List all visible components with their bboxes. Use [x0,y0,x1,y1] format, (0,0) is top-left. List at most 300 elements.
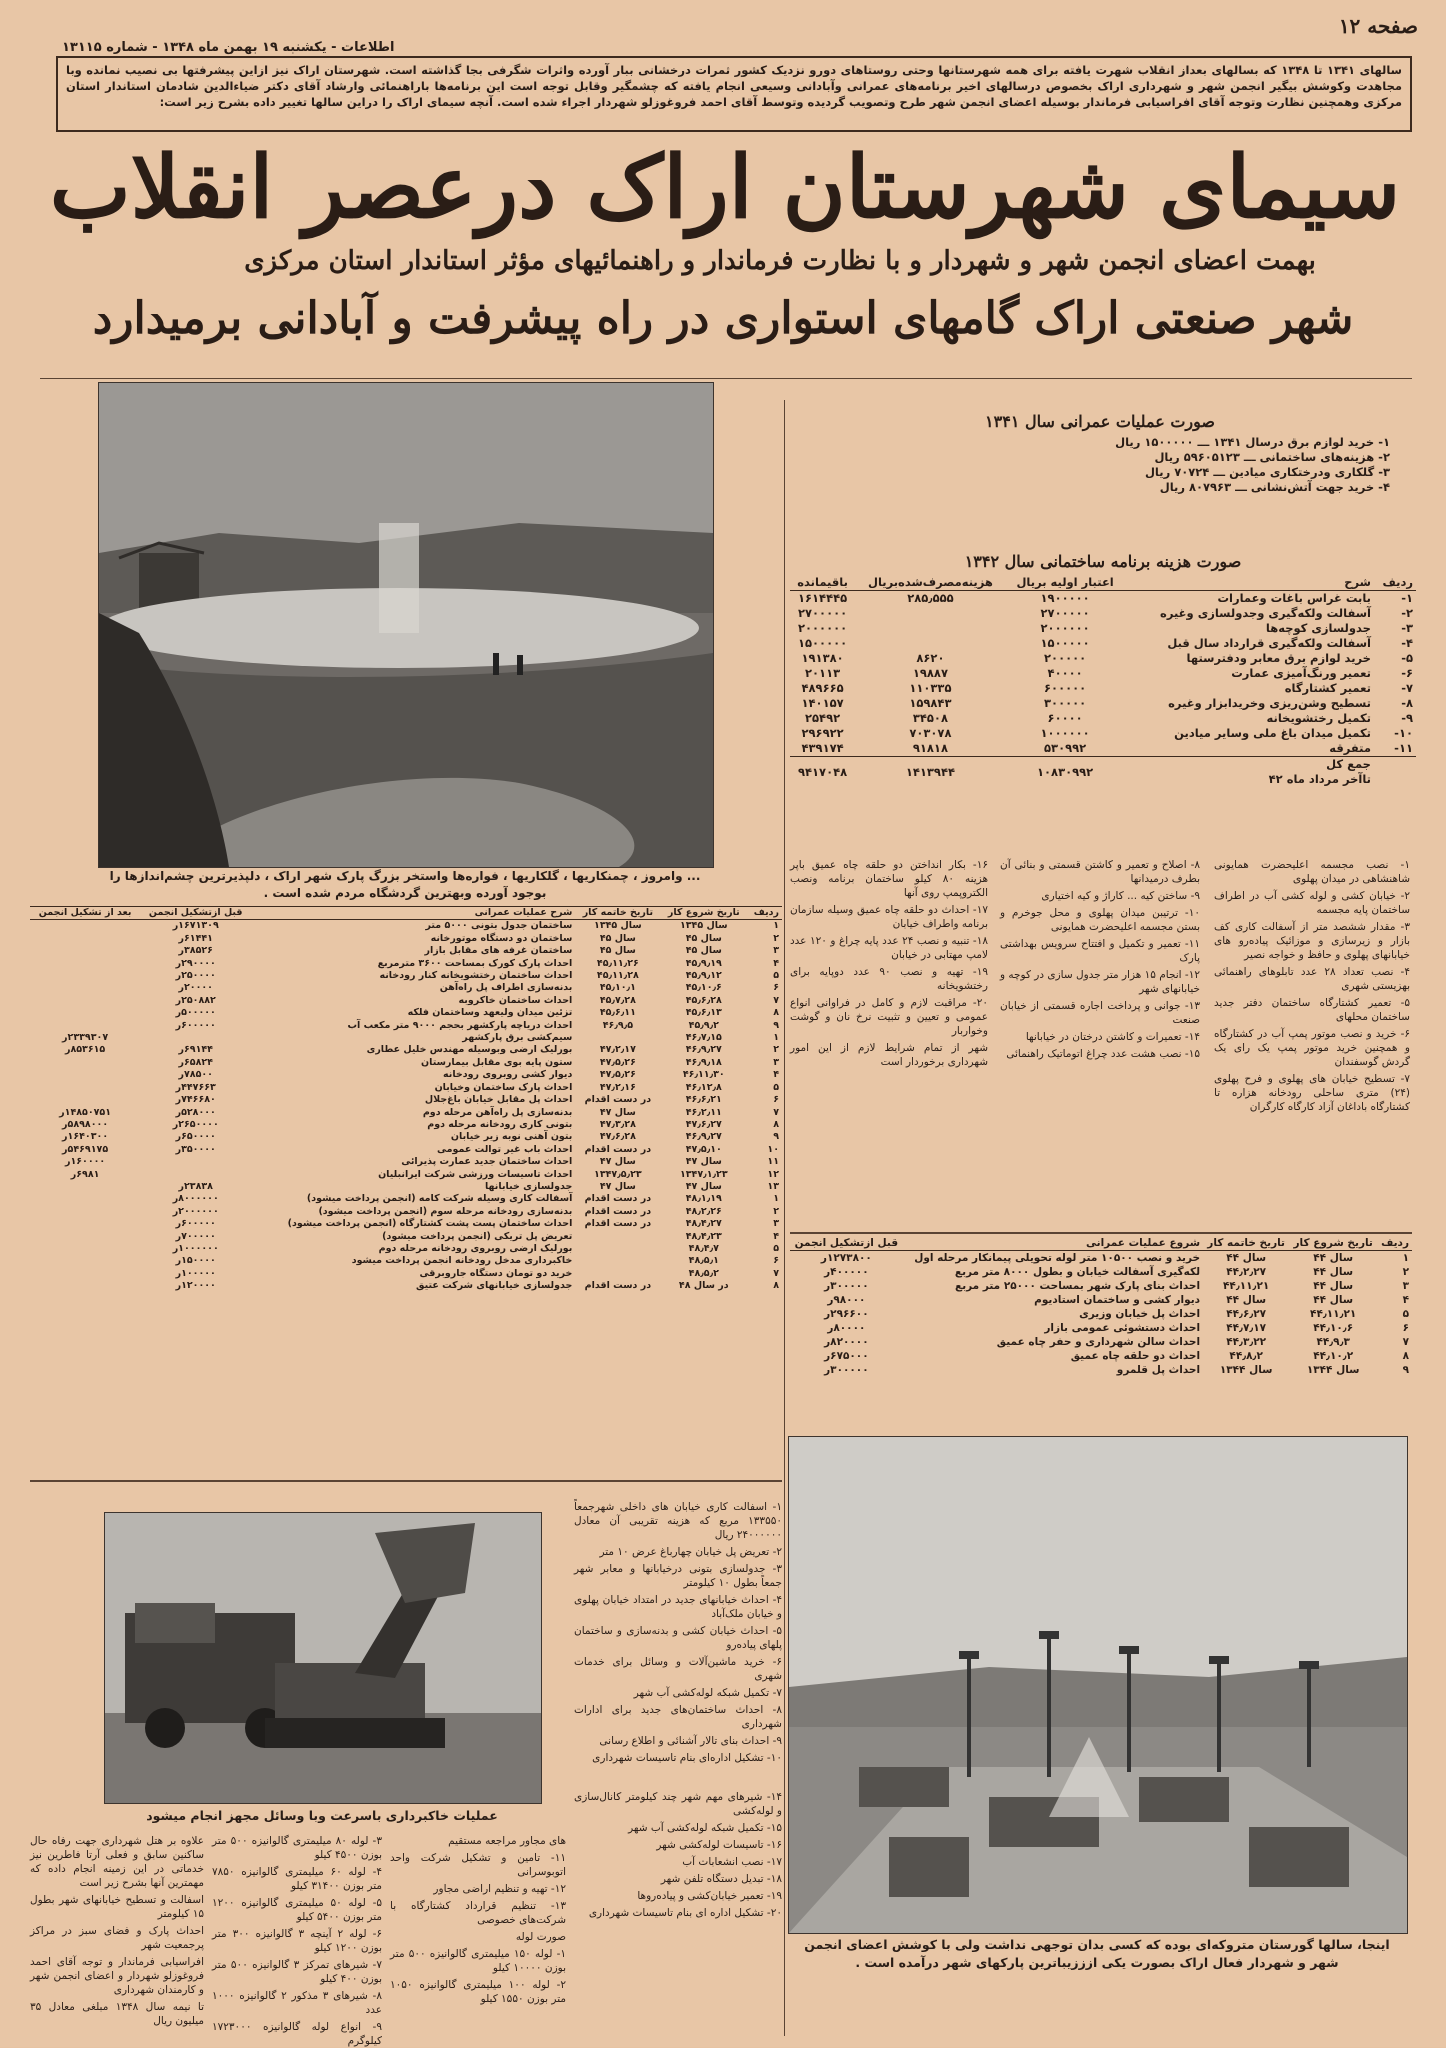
paragraph: ۱۱- تامین و تشکیل شرکت واحد اتوبوسرانی [390,1852,566,1878]
park-photo-image [99,383,713,867]
table-cell: تسطیح وشن‌ریزی وخریدابزار وغیره [1168,696,1371,710]
table-row [30,1206,782,1218]
table-cell: احداث پل خیابان وزیری [1079,1308,1201,1320]
table-cell: جدولسازی کوچه‌ها [1265,621,1371,635]
paragraph: ۱- اسفالت کاری خیابان های داخلی شهرجمعاً ۱۳۳۵۵۰ مربع که هزینه تقریبی آن معادل ۲۴۰۰۰۰۰۰ ریال [574,1501,782,1541]
col-header: شرح عملیات عمرانی [474,907,573,918]
table-row [30,1131,782,1143]
table-row [30,1020,782,1032]
table-cell: ۵۴۶۹۱۷۵ر [62,1143,109,1155]
paragraph: ۸- شیرهای ۳ مذکور ۲ گالوانیزه ۱۰۰۰ عدد [212,1990,382,2016]
table-cell: سال ۴۷ [599,1156,636,1168]
table-row [790,651,1416,666]
table-cell: ۶۰۰۰۰۰ر [175,1019,216,1031]
table-row [30,970,782,982]
table-cell [30,970,140,982]
col-header: تاریخ شروع کار [667,907,740,918]
table-cell: خرید دو تومان دستگاه جاروبرقی [419,1267,573,1279]
table-cell: ۷- [1401,681,1413,695]
intro-box [56,56,1412,132]
paragraph: ۱۸- تنبیه و نصب ۲۴ عدد پایه چراغ و ۱۲۰ عدد لامپ مهتابی در خیابان [790,935,988,961]
table-1342-grid [790,575,1416,787]
column-lower-mid-text [574,1500,782,1780]
table-row [30,1032,782,1044]
table-row [30,1107,782,1119]
table-cell: ۴۸٫۴٫۲۷ [685,1218,722,1230]
table-right-grid [790,1236,1412,1377]
table-cell: ۳۰۰۰۰۰ر [824,1280,869,1292]
table-cell: ۴۴٫۱۰٫۲ [1313,1350,1354,1362]
table-cell: ۲۹۰۰۰۰ر [175,957,216,969]
table-row [30,1193,782,1205]
table-cell: تکمیل میدان باغ ملی وسایر میادین [1174,726,1371,740]
table-row [30,1144,782,1156]
table-cell: ۴ [773,957,779,969]
table-cell: ۴۶٫۹٫۵ [602,1019,634,1031]
table-cell [140,1156,251,1168]
table-cell: ۱۹۰۰۰۰۰ [1040,591,1090,605]
col-header: تاریخ خاتمه کار [1207,1237,1286,1249]
table-row [30,1044,782,1056]
paragraph: ۶- خرید ماشین‌آلات و وسائل برای خدمات شهری [574,1656,782,1682]
table-cell: احداث پل قلمرو [1116,1364,1201,1376]
table-cell: ۴۷٫۵٫۲۶ [599,1069,636,1081]
subhead: بهمت اعضای انجمن شهر و شهردار و با نظارت فرماندار و راهنمائیهای مؤثر استاندار استان مرکزی [244,246,1316,276]
paragraph: ۱۶- بکار انداختن دو حلقه چاه عمیق باپر هزینه ۸۰ کیلو ساختمان برنامه ونصب الکتروپمپ روی آنها [790,859,989,899]
table-cell: ۲- [1401,606,1413,620]
col-header: تاریخ خاتمه کار [582,907,654,918]
col-header: هزینه‌مصرف‌شده‌بریال [867,575,993,589]
table-cell: ۸۰۰۰۰ر [827,1322,866,1334]
table-cell: ۱۲۷۳۸۰۰ر [820,1252,872,1264]
table-cell: سال ۴۷ [685,1156,722,1168]
table-row [30,1255,782,1267]
table-cell [30,982,140,994]
table-cell [30,945,140,957]
table-main [30,906,782,1293]
table-cell: ۳۴۵۰۸ [912,711,948,725]
col-header: شروع عملیات عمرانی [1086,1237,1201,1249]
table-cell: ۸۲۰۰۰۰ر [824,1336,869,1348]
table-cell: دیوار کشی و ساختمان استادیوم [1034,1294,1201,1306]
page-number: صفحه ۱۲ [1338,14,1418,38]
table-cell: ۳ [1402,1280,1409,1292]
paragraph: ۱۶- تاسیسات لوله‌کشی شهر [656,1839,782,1851]
table-cell: ۹ [773,1019,779,1031]
table-cell: ۲۰۰۰۰۰۰ر [172,1205,219,1217]
table-row [30,933,782,945]
fountain-photo-caption: اینجا، سالها گورستان متروکه‌ای بوده که کسی بدان توجهی نداشت ولی با کوشش اعضای انجمن شهر و شهردار فعال اراک بصورت یکی ازززیباترین پارکهای شهر درآمده است . [804,1937,1390,1970]
table-cell [30,1218,140,1230]
table-cell: ۱۱- [1394,741,1413,755]
column-mid2-text [790,858,988,1228]
table-right [790,1236,1412,1377]
table-row [30,1231,782,1243]
paragraph: ۲۰- تشکیل اداره ای بنام تاسیسات شهرداری [588,1907,782,1919]
paragraph: ۹- انواع لوله گالوانیزه ۱۷۲۳۰۰۰ کیلوگرم [212,2021,382,2047]
table-cell: ۴۷٫۳٫۲۸ [599,1118,636,1130]
table-cell [30,1181,140,1193]
table-cell: ۱۲۰۰۰۰ر [175,1280,216,1292]
paragraph: ۵- لوله ۵۰ میلیمتری گالوانیزه ۱۲۰۰ متر بوزن ۵۴۰۰ کیلو [212,1897,382,1923]
table-cell: ۴۵٫۹٫۱۹ [685,957,722,969]
table-row [30,945,782,957]
table-cell: ۴۴۷۶۶۳ر [175,1081,216,1093]
table-row [30,1169,782,1181]
table-cell: خرید لوازم برق معابر ودفترستها [1186,651,1371,665]
table-cell: ۱۵۹۸۴۳ [909,696,952,710]
table-row [30,1218,782,1230]
paragraph: ۷- شیرهای تمرکز ۳ گالوانیزه ۵۰۰ متر بوزن ۴۰۰ کیلو [212,1959,382,1985]
table-cell: ۴۶٫۶٫۲۱ [685,1094,722,1106]
table-cell: ۴۵٫۶٫۱۳ [685,1007,722,1019]
paragraph: ۸- احداث ساختمان‌های جدید برای ادارات شهرداری [574,1704,782,1730]
table-cell: ۱- [1401,591,1413,605]
table-row [30,995,782,1007]
column-bottom-d [574,1790,782,2040]
table-row [30,1280,782,1292]
table-cell: ۲۶۵۰۰۰۰ر [172,1118,219,1130]
table-cell: ۴۶٫۷٫۱۵ [685,1032,722,1044]
paragraph: ۲- تعریض پل خیابان چهارباغ عرض ۱۰ متر [599,1546,782,1558]
table-cell: ۴۵٫۱۱٫۲۸ [596,970,639,982]
table-cell: ۱۹۱۳۸۰ [801,651,844,665]
table-cell: ۲۹۶۹۲۲ [801,726,844,740]
table-cell: ۴۶٫۱۱٫۳۰ [682,1069,725,1081]
table-cell: ۱۶۷۱۳۰۹ر [172,920,219,932]
table-cell: ۲۵۰۰۰۰ر [175,970,216,982]
table-cell: تعمیر کشتارگاه [1284,681,1371,695]
table-cell: ۷۴۶۶۸۰ر [175,1094,216,1106]
table-cell: احداث پارک کورک بمساحت ۳۶۰۰ مترمربع [377,957,573,969]
table-cell [30,1280,140,1292]
table-cell: ۴۵٫۱۰٫۶ [685,982,722,994]
table-cell: ۴۵٫۶٫۲۸ [685,994,722,1006]
table-row [790,696,1416,711]
paragraph: ۱- نصب مجسمه اعلیحضرت همایونی شاهنشاهی در میدان پهلوی [1214,859,1410,885]
paragraph: ۱۴- شیرهای مهم شهر چند کیلومتر کانال‌سازی و لوله‌کشی [574,1791,782,1817]
table-cell: ۴ [773,1069,779,1081]
table-cell: سال ۴۵ [685,932,722,944]
table-cell: ۵۸۹۸۰۰۰ر [62,1118,109,1130]
table-row [30,1057,782,1069]
table-row [30,920,782,933]
paragraph: ۷- تکمیل شبکه لوله‌کشی آب شهر [633,1687,782,1699]
table-row [790,1321,1412,1335]
table-cell: ۲۰۰۰۰ر [178,982,213,994]
table-cell [30,1193,140,1205]
table-cell: ۹۸۰۰۰ر [827,1294,866,1306]
table-cell [30,1094,140,1106]
table-cell [30,1231,140,1243]
table-cell: ۷ [1402,1336,1409,1348]
table-cell: ۳- [1401,621,1413,635]
table-cell: ۲۰۰۰۰۰۰ [798,621,848,635]
table-row [30,1181,782,1193]
paragraph: ۳- لوله ۸۰ میلیمتری گالوانیزه ۵۰۰ متر بوزن ۴۵۰۰ کیلو [212,1835,382,1861]
table-cell: ۴۸٫۴٫۷ [688,1242,719,1254]
table-cell: احداث دریاچه پارکشهر بحجم ۹۰۰۰ متر مکعب آب [347,1019,573,1031]
table-cell: ۴۴٫۷٫۱۷ [1226,1322,1267,1334]
total-value: ۱۰۸۳۰۹۹۲ [1037,764,1094,779]
table-cell: ۴۷٫۲٫۱۶ [599,1081,636,1093]
table-row [790,1363,1412,1377]
table-cell [575,1032,660,1044]
table-cell: ۱۱ [767,1156,779,1168]
table-cell: ۴ [1402,1294,1409,1306]
table-cell: آسفالت ولکه‌گیری قرارداد سال قبل [1167,636,1371,650]
paragraph: شهر از تمام شرایط لازم از این امور شهرداری برخوردار است [790,1042,988,1068]
table-cell [30,1020,140,1032]
paragraph: ۶- لوله ۲ آینچه ۳ گالوانیزه ۳۰۰ متر بوزن ۱۲۰۰ کیلو [212,1928,382,1954]
table-cell: سال ۴۵ [599,932,636,944]
table-cell: تعریض پل تریکی (انجمن پرداخت میشود) [382,1230,573,1242]
table-cell: ۷۰۳۰۷۸ [909,726,952,740]
fountain-photo [788,1436,1408,1934]
table-cell: ۷ [773,994,779,1006]
table-row [790,591,1416,607]
fountain-photo-image [789,1437,1407,1933]
table-cell: ۹- [1401,711,1413,725]
table-row [790,1293,1412,1307]
table-cell: ۵ [1402,1308,1409,1320]
table-cell: ۱۴۸۵۰۷۵۱ر [59,1106,112,1118]
column-right-text [1214,858,1410,1228]
table-cell: سال ۴۴ [1226,1252,1267,1264]
table-cell: ۱۰۰۰۰۰۰ [1040,726,1090,740]
paragraph: ۸- اصلاح و تعمیر و کاشتن قسمتی و بنائی آن بطرف درمیدانها [1000,859,1200,885]
paragraph: ۲- لوله ۱۰۰ میلیمتری گالوانیزه ۱۰۵۰ متر بوزن ۱۵۵۰ کیلو [390,1979,567,2005]
table-row [790,681,1416,696]
table-row [790,606,1416,621]
table-row [790,1349,1412,1363]
table-cell: ۱ [1402,1252,1409,1264]
table-cell: ۴۴٫۱۰٫۶ [1313,1322,1354,1334]
paragraph: ۹- ساختن کیه ... کاراژ و کیه اختیاری [1041,890,1200,902]
table-cell: ۲۳۸۳۸ر [178,1180,213,1192]
table-cell: سال ۱۳۴۵ [594,920,642,932]
paragraph: ۱۰- ترتیبن میدان پهلوی و محل جوخرم و بستن مجسمه اعلیحضرت همایونی [1000,907,1200,933]
table-cell: ۶۵۸۲۴ر [178,1056,213,1068]
column-bottom-a [30,1834,204,2040]
table-cell: ۴۶٫۹٫۲۷ [685,1044,722,1056]
col-header: اعتبار اولیه بریال [1016,575,1114,589]
paragraph: ۹- احداث بنای تالار آشنائی و اطلاع رسانی [599,1735,782,1747]
table-cell: ۴۴٫۱۱٫۲۱ [1310,1308,1357,1320]
table-1341-title: صورت عملیات عمرانی سال ۱۳۴۱ [985,412,1215,431]
paragraph: ۶- خرید و نصب موتور پمپ آب در کشتارگاه و همچنین خرید موتور پمپ یک رای یک گردش گوسفندان [1214,1028,1410,1068]
table-row [790,726,1416,741]
total-note: تاآخر مرداد ماه ۴۲ [1268,772,1371,786]
table-cell: ۴۸٫۴٫۲۳ [685,1230,722,1242]
table-1342-title: صورت هزینه برنامه ساختمانی سال ۱۳۴۲ [964,552,1242,571]
intro-text: سالهای ۱۳۴۱ تا ۱۳۴۸ که بسالهای بعداز انقلاب شهرت یافته برای همه شهرستانها وحتی روستاهای دورو نزدیک کشور ثمرات درخشانی ببار آورده واثرات شگرفی بجا گذاشته است. شهرستان اراک نیز ازاین پیشرفتها بی نصیب نمانده وبا مجاهدت وکوشش بیگیر انجمن شهر و شهرداری اراک بخصوص درسالهای اخیر برنامه‌های عمرانی وآبادانی وسیعی انجام یافته که چشمگیر وقابل توجه است این برنامه‌ها باراهنمائی وارشاد آقای دکتر ضیاءالدین شادمان استاندار استان مرکزی وهمچنین نظارت وتوجه آقای افراسیابی فرماندار بوسیله اعضای انجمن شهر طرح وتصویب گردیده وتوسط آقای احمد فروغوزلو شهردار اجراء شده است. آنچه سیمای اراک را دراین سالها تغییر داده بشرح زیر است: [66,63,1402,109]
table-cell: بورلیک ارضی روبروی رودخانه مرحله دوم [378,1242,573,1254]
table-cell: ۴۵٫۱۰٫۱ [599,982,636,994]
table-cell: ۴۵٫۹٫۱۲ [685,970,722,982]
table-cell: ۲۷۰۰۰۰۰ [1040,606,1090,620]
table-cell: ستون پایه بوی مقابل بیمارستان [421,1056,573,1068]
table-cell: ۴۶٫۹٫۱۸ [685,1056,722,1068]
table-cell: ۵ [773,1242,779,1254]
table-cell: جدولسازی خیابانها [484,1180,573,1192]
table-row [790,666,1416,681]
table-row [790,1265,1412,1279]
table-cell: ۱۲ [767,1168,779,1180]
park-photo [98,382,714,868]
table-cell: تعمیر ورنگ‌آمیزی عمارت [1231,666,1371,680]
table-cell: ۴۴٫۶٫۲۷ [1226,1308,1267,1320]
table-cell: ۴۸٫۵٫۲ [688,1267,719,1279]
table-cell: در دست اقدام [584,1094,652,1106]
paragraph: ۱۹- تهیه و نصب ۹۰ عدد دوپایه برای رختشویخانه [790,966,988,992]
table-cell: ۵ [773,1081,779,1093]
table-cell: بتونی کاری رودخانه مرحله دوم [427,1118,573,1130]
table-cell: در دست اقدام [584,1218,652,1230]
table-cell [30,1268,140,1280]
table-cell: ۷ [773,1267,779,1279]
table-cell: ۴۴٫۹٫۳ [1316,1336,1350,1348]
table-cell: احداث ساختمان خاکروبه [458,994,573,1006]
col-header: قبل ازتشکیل انجمن [148,907,243,918]
table-cell: ۱۰ [767,1143,779,1155]
paragraph: ۵- تعمیر کشتارگاه ساختمان دفتر جدید ساختمان محلهای [1214,997,1410,1023]
table-cell: ۵۳۰۹۹۲ [1044,741,1087,755]
table-cell: تکمیل رختشویخانه [1266,711,1371,725]
table-cell: ۳۵۰۰۰۰ر [175,1143,216,1155]
table-cell: ۴۶٫۱۲٫۸ [685,1081,722,1093]
table-cell: ۲۹۶۶۰۰ر [824,1308,869,1320]
table-cell: ۸ [773,1118,779,1130]
paragraph: ۱۹- تعمیر خیابان‌کشی و پیاده‌رو‌ها [637,1890,782,1902]
table-cell: بابت غراس باغات وعمارات [1217,591,1371,605]
table-cell: ۶ [773,982,779,994]
table-cell: سال ۴۴ [1313,1252,1354,1264]
table-row [790,621,1416,636]
table-row [30,1082,782,1094]
column-bottom-b [212,1834,382,2047]
paragraph: های مجاور مراجعه مستقیم [448,1835,566,1847]
table-cell: احداث بنای پارک شهر بمساحت ۲۵۰۰۰ متر مربع [955,1280,1201,1292]
table-cell: ۲ [773,1044,779,1056]
table-cell [30,1255,140,1267]
table-1341 [790,412,1410,495]
table-cell: ۶۰۰۰۰۰ [1044,681,1087,695]
paragraph: ۱۸- تبدیل دستگاه تلفن شهر [660,1873,782,1885]
table-cell [30,920,140,933]
paragraph: ۴- احداث خیابانهای جدید در امتداد خیابان پهلوی و خیابان ملک‌آباد [574,1594,782,1620]
table-cell: ۴- [1401,636,1413,650]
table-cell: ۵- [1401,651,1413,665]
table-row [790,1279,1412,1293]
table-cell: ۵۰۰۰۰۰ر [175,1007,216,1019]
table-cell [30,995,140,1007]
paragraph: ۱۷- نصب انشعابات آب [682,1856,782,1868]
table-cell: ۴۷٫۶٫۲۷ [685,1118,722,1130]
table-cell: ۸۰۰۰۰۰۰ر [172,1193,219,1205]
paragraph: ۱۵- تکمیل شبکه لوله‌کشی آب شهر [628,1822,782,1834]
table-cell [855,636,1006,651]
table-cell: ۱۵۰۰۰۰۰ [1040,636,1090,650]
table-cell: ۷۰۰۰۰۰ر [175,1230,216,1242]
table-cell: ۱۶۴۰۳۰۰ر [62,1131,109,1143]
divider [40,378,1412,379]
table-cell: ۱۹۸۸۷ [912,666,948,680]
table-cell: احداث ساختمان جدید عمارت پذیرائی [401,1156,573,1168]
table-cell: ۷ [773,1106,779,1118]
column-bottom-c [390,1834,566,2040]
table-cell: ۲۵۰۸۸۲ر [175,994,216,1006]
table-row [30,1268,782,1280]
table-cell [30,1057,140,1069]
table-cell: ۱۶۰۰۰۰ر [64,1156,106,1168]
paragraph: ۳- جدولسازی بتونی درخیابانها و معابر شهر جمعاً بطول ۱۰ کیلومتر [574,1563,782,1589]
table-cell: ۸۶۲۰ [916,651,945,665]
headline2: شهر صنعتی اراک گامهای استواری در راه پیشرفت و آبادانی برمیدارد [92,293,1354,344]
table-cell [140,1169,251,1181]
table-cell: ۶۰۰۰۰ [1047,711,1083,725]
table-cell: سال ۴۷ [599,1180,636,1192]
table-cell: ۶۹۱۴۴ر [178,1044,213,1056]
paragraph: احداث پارک و فضای سبز در مراکز پرجمعیت شهر [30,1925,204,1951]
table-cell: ۸۵۳۶۱۵ر [64,1044,106,1056]
paragraph: ۱۳- تنظیم قرارداد کشتارگاه با شرکت‌های خصوصی [390,1900,566,1926]
table-cell: ۶۹۸۱ر [70,1168,100,1180]
paragraph: ۱۴- تعمیرات و کاشتن درختان در خیابانها [1025,1031,1200,1043]
table-cell [30,933,140,945]
col-header: ردیف [1381,1237,1409,1249]
table-cell: ۳ [773,1056,779,1068]
col-header: بعد از تشکیل انجمن [38,907,132,918]
table-cell: سال ۴۴ [1226,1294,1267,1306]
paragraph: تا نیمه سال ۱۳۴۸ مبلغی معادل ۳۵ میلیون ریال [30,2001,204,2027]
table-row [790,636,1416,651]
table-cell: در دست اقدام [584,1280,652,1292]
table-cell: ۴۴٫۱۱٫۲۱ [1223,1280,1270,1292]
table-cell: ۳ [773,945,779,957]
table-cell: ۷۸۵۰۰ر [178,1069,213,1081]
table-cell: جدولسازی خیابانهای شرکت عتیق [416,1280,573,1292]
table-cell: ۸ [773,1007,779,1019]
table-cell: ۴۵٫۹٫۲ [688,1019,719,1031]
table-row [30,1069,782,1081]
table-cell: ۴۵٫۶٫۱۱ [599,1007,636,1019]
table-row [30,958,782,970]
col-header: باقیمانده [797,575,848,589]
total-label: جمع کل [1326,757,1371,771]
park-photo-caption: ... وامروز ، چمنکاریها ، گلکاریها ، فواره‌ها واستخر بزرگ پارک شهر اراک ، دلپذیرترین چشم‌اندازها را بوجود آورده وبهترین گردشگاه مردم شده است . [109,869,701,900]
table-cell: ۴۸٫۱٫۱۹ [685,1193,722,1205]
table-cell: ۱۵۰۰۰۰ر [175,1255,216,1267]
table-cell: بدنه‌سازی اطراف پل راه‌آهن [439,982,573,994]
table-cell: ۲۷۰۰۰۰۰ [798,606,848,620]
table-row [30,1243,782,1255]
table-cell: ۲ [1402,1266,1409,1278]
table-cell: ۲۸۵٫۵۵۵ [907,591,954,605]
table-cell: ۶۵۰۰۰۰ر [175,1131,216,1143]
col-header: تاریخ شروع کار [1293,1237,1373,1249]
paragraph: ۳- مقدار ششصد متر از آسفالت کاری کف بازار و زیرسازی و موزائیک پیاده‌رو های خیابانهای پهلوی و حافظ و خواجه نصیر [1214,921,1410,961]
table-cell: ۳۰۰۰۰۰ر [824,1364,869,1376]
table-cell: ۲ [773,932,779,944]
paragraph: ۲- خیابان کشی و لوله کشی آب در اطراف ساختمان پایه مجسمه [1214,890,1410,916]
table-cell: آسفالت کاری وسیله شرکت کامه (انجمن پرداخت میشود) [306,1193,573,1205]
table-cell: ۵۲۸۰۰۰ر [175,1106,216,1118]
table-cell: ۱ [773,1193,779,1205]
paragraph: علاوه بر هتل شهرداری جهت رفاه حال ساکنین سابق و فعلی آرتا فاطرین نیز خدماتی در این زمینه انجام داده که مهمترین آنها بشرح زیر است [30,1835,204,1889]
table-cell: ۱۵۰۰۰۰۰ [798,636,848,650]
table-cell: ۴۶٫۲٫۱۱ [685,1106,722,1118]
